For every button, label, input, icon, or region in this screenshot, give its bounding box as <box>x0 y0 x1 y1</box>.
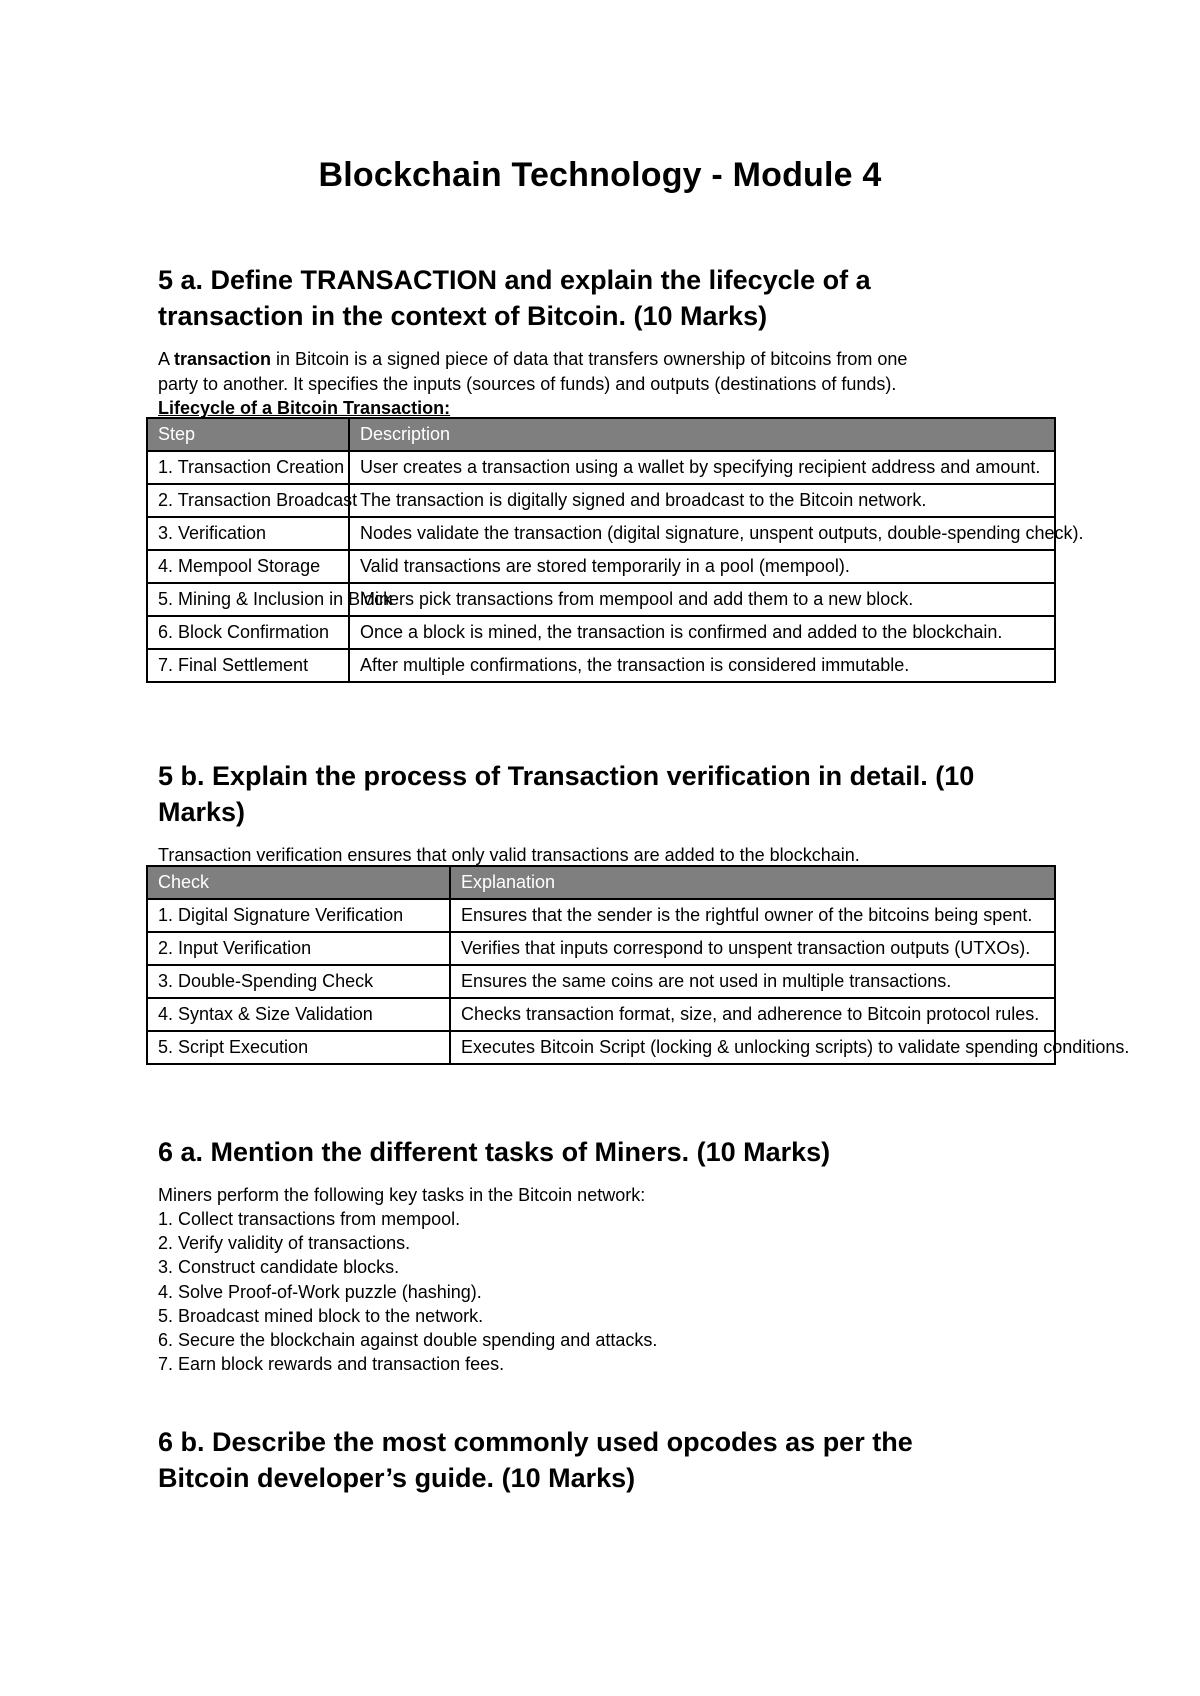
table-cell: Once a block is mined, the transaction is confirmed and added to the blockchain. <box>360 622 1003 642</box>
table-row <box>147 965 1055 998</box>
table-cell: 5. Mining & Inclusion in Block <box>158 589 393 609</box>
verification-table <box>146 865 1130 1065</box>
table-cell: Ensures the same coins are not used in multiple transactions. <box>461 971 952 991</box>
miner-tasks-list <box>158 1207 1058 1376</box>
question-5b-intro: Transaction verification ensures that only valid transactions are added to the blockchain. <box>158 845 860 865</box>
question-5a-heading-line2: transaction in the context of Bitcoin. (10 Marks) <box>158 301 768 331</box>
table-cell: 5. Script Execution <box>158 1037 309 1057</box>
list-item: 3. Construct candidate blocks. <box>158 1257 400 1278</box>
table-cell: 3. Double-Spending Check <box>158 971 374 991</box>
question-6b-heading-line1: 6 b. Describe the most commonly used opcodes as per the <box>158 1427 913 1457</box>
question-6a-heading: 6 a. Mention the different tasks of Miners. (10 Marks) <box>158 1137 831 1167</box>
table-row <box>147 899 1055 932</box>
table-cell: Checks transaction format, size, and adherence to Bitcoin protocol rules. <box>461 1004 1040 1024</box>
table-cell: Executes Bitcoin Script (locking & unlocking scripts) to validate spending conditions. <box>461 1037 1130 1057</box>
column-header: Check <box>147 866 450 899</box>
table-cell: 1. Transaction Creation <box>158 457 345 477</box>
list-item: 4. Solve Proof-of-Work puzzle (hashing). <box>158 1281 482 1302</box>
table-cell: Miners pick transactions from mempool and add them to a new block. <box>360 589 914 609</box>
table-cell: Valid transactions are stored temporarily in a pool (mempool). <box>360 556 850 576</box>
list-item: 5. Broadcast mined block to the network. <box>158 1305 484 1326</box>
table-header-row <box>147 866 1055 899</box>
table-cell: After multiple confirmations, the transaction is considered immutable. <box>360 655 910 675</box>
document-title: Blockchain Technology - Module 4 <box>318 156 882 194</box>
question-5b-heading-line2: Marks) <box>158 797 246 827</box>
table-cell: 3. Verification <box>158 523 267 543</box>
list-item: 7. Earn block rewards and transaction fees. <box>158 1354 505 1375</box>
column-header: Step <box>147 418 349 451</box>
list-item: 2. Verify validity of transactions. <box>158 1233 411 1254</box>
table-row <box>147 932 1055 965</box>
column-header: Description <box>349 418 1055 451</box>
table-cell: 2. Input Verification <box>158 938 312 958</box>
question-6b-heading <box>158 1424 1058 1496</box>
column-header: Explanation <box>450 866 1055 899</box>
table-row <box>147 550 1055 583</box>
table-cell: 2. Transaction Broadcast <box>158 490 358 510</box>
table-cell: The transaction is digitally signed and broadcast to the Bitcoin network. <box>360 490 927 510</box>
table-cell: User creates a transaction using a wallet by specifying recipient address and amount. <box>360 457 1041 477</box>
table-row <box>147 616 1055 649</box>
question-6b-heading-line2: Bitcoin developer’s guide. (10 Marks) <box>158 1463 636 1493</box>
table-row <box>147 517 1055 550</box>
question-5a-heading <box>158 262 1058 334</box>
table-cell: 4. Mempool Storage <box>158 556 321 576</box>
table-cell: 7. Final Settlement <box>158 655 309 675</box>
table-row <box>147 484 1055 517</box>
question-5a-heading-line1: 5 a. Define TRANSACTION and explain the lifecycle of a <box>158 265 871 295</box>
lifecycle-table <box>146 417 1084 683</box>
table-cell: Ensures that the sender is the rightful owner of the bitcoins being spent. <box>461 905 1033 925</box>
question-5b-heading <box>158 758 1058 830</box>
lifecycle-label: Lifecycle of a Bitcoin Transaction: <box>158 398 451 418</box>
question-6a-intro: Miners perform the following key tasks in the Bitcoin network: <box>158 1185 646 1205</box>
table-row <box>147 1031 1055 1064</box>
list-item: 6. Secure the blockchain against double spending and attacks. <box>158 1330 658 1351</box>
table-cell: Nodes validate the transaction (digital signature, unspent outputs, double-spending check). <box>360 523 1084 543</box>
list-item: 1. Collect transactions from mempool. <box>158 1209 461 1229</box>
intro-line2: party to another. It specifies the inputs (sources of funds) and outputs (destinations of funds). <box>158 373 897 394</box>
intro-bold-term: transaction <box>174 349 272 369</box>
question-5b-heading-line1: 5 b. Explain the process of Transaction verification in detail. (10 <box>158 761 975 791</box>
intro-prefix: A <box>158 349 175 369</box>
table-header-row <box>147 418 1055 451</box>
question-5a-intro <box>158 347 1058 396</box>
table-cell: 4. Syntax & Size Validation <box>158 1004 373 1024</box>
intro-rest: in Bitcoin is a signed piece of data that transfers ownership of bitcoins from one <box>271 349 908 369</box>
table-row <box>147 583 1055 616</box>
table-cell: 6. Block Confirmation <box>158 622 330 642</box>
table-row <box>147 998 1055 1031</box>
table-row <box>147 649 1055 682</box>
table-cell: Verifies that inputs correspond to unspent transaction outputs (UTXOs). <box>461 938 1031 958</box>
table-row <box>147 451 1055 484</box>
table-cell: 1. Digital Signature Verification <box>158 905 404 925</box>
